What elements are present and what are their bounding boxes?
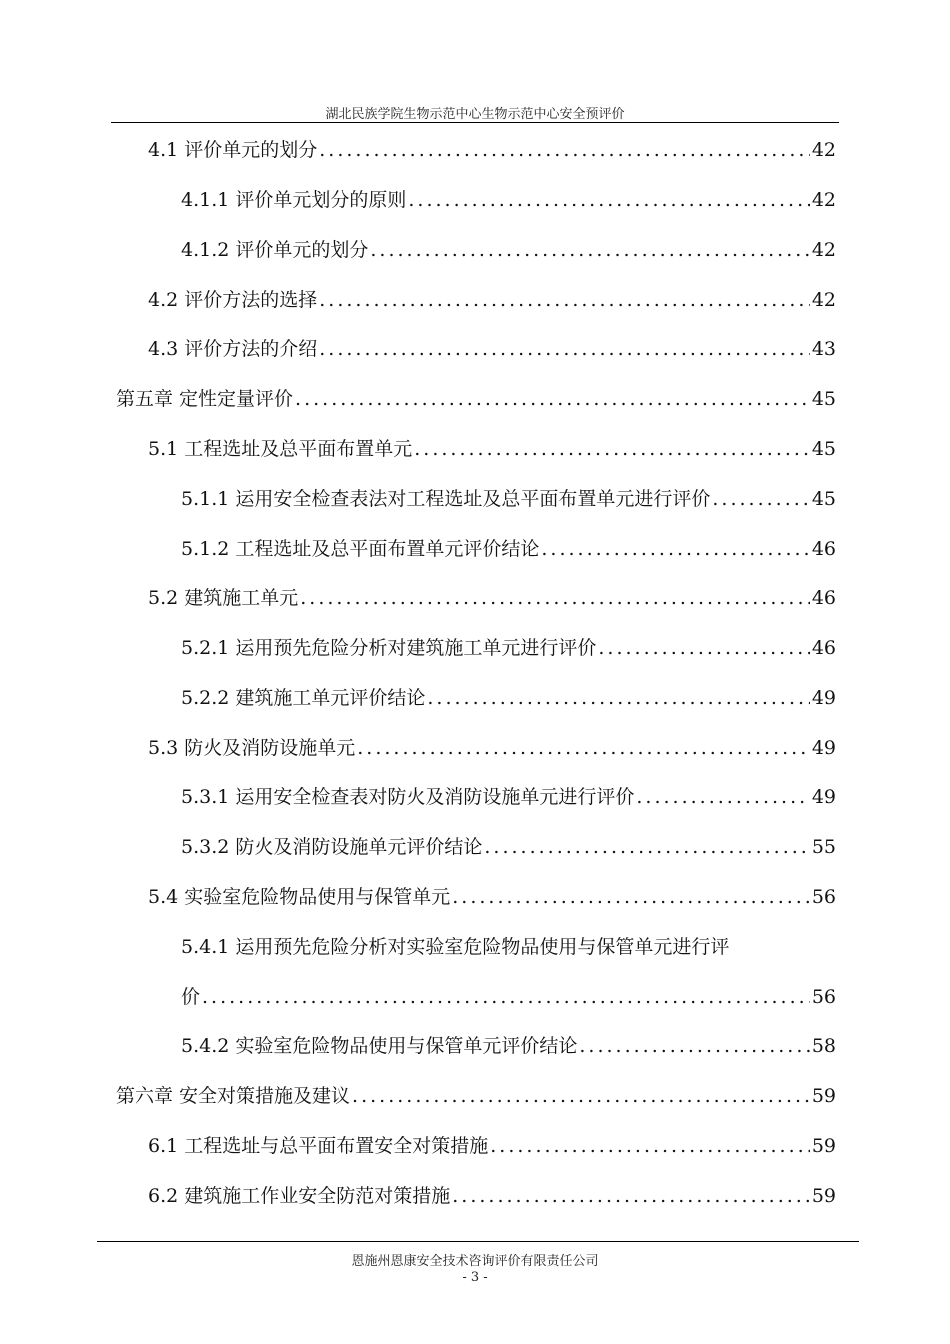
toc-leader (712, 487, 809, 511)
toc-entry[interactable] (148, 1172, 836, 1208)
toc-entry-page: 49 (811, 737, 836, 759)
toc-entry-title: 4.3 评价方法的介绍 (148, 338, 318, 360)
toc-entry[interactable] (148, 425, 836, 461)
toc-entry-page: 42 (811, 289, 836, 311)
toc-entry-title: 5.2.1 运用预先危险分析对建筑施工单元进行评价 (181, 637, 597, 659)
toc-leader (484, 835, 809, 859)
toc-entry-title: 5.1.2 工程选址及总平面布置单元评价结论 (181, 538, 540, 560)
toc-entry-page: 46 (811, 587, 836, 609)
toc-entry[interactable] (181, 525, 836, 561)
toc-entry-title: 5.4.2 实验室危险物品使用与保管单元评价结论 (181, 1035, 578, 1057)
toc-entry[interactable] (116, 1072, 836, 1108)
toc-entry-title: 5.3.2 防火及消防设施单元评价结论 (181, 836, 483, 858)
toc-entry[interactable] (148, 325, 836, 361)
toc-entry[interactable] (181, 624, 836, 660)
toc-entry-page: 59 (811, 1135, 836, 1157)
toc-leader (370, 238, 809, 262)
toc-entry[interactable] (181, 823, 836, 859)
toc-entry-page: 46 (811, 637, 836, 659)
toc-entry-page: 59 (811, 1185, 836, 1207)
toc-leader (579, 1034, 809, 1058)
toc-entry-page: 42 (811, 189, 836, 211)
toc-entry[interactable] (181, 674, 836, 710)
toc-leader (295, 387, 810, 411)
footer-divider (97, 1241, 859, 1242)
toc-entry-title: 4.1.1 评价单元划分的原则 (181, 189, 407, 211)
toc-entry-page: 58 (811, 1035, 836, 1057)
toc-entry-title: 6.1 工程选址与总平面布置安全对策措施 (148, 1135, 489, 1157)
footer-company: 恩施州恩康安全技术咨询评价有限责任公司 (351, 1254, 599, 1269)
toc-entry[interactable] (148, 126, 836, 162)
toc-leader (319, 138, 810, 162)
toc-entry-page: 45 (811, 388, 836, 410)
toc-entry[interactable] (148, 873, 836, 909)
toc-entry-page: 49 (811, 687, 836, 709)
toc-leader (319, 288, 810, 312)
toc-entry-title: 价 (181, 986, 201, 1008)
toc-entry-page: 49 (811, 786, 836, 808)
toc-entry-title: 5.4 实验室危险物品使用与保管单元 (148, 886, 451, 908)
toc-entry-title: 5.2 建筑施工单元 (148, 587, 299, 609)
header-divider (111, 122, 839, 123)
toc-entry-title: 6.2 建筑施工作业安全防范对策措施 (148, 1185, 451, 1207)
toc-entry[interactable] (181, 1022, 836, 1058)
toc-entry-title: 4.2 评价方法的选择 (148, 289, 318, 311)
toc-leader (414, 437, 810, 461)
toc-entry-page: 59 (811, 1085, 836, 1107)
toc-entry[interactable] (181, 475, 836, 511)
toc-entry-page: 56 (811, 986, 836, 1008)
toc-entry-title: 5.1.1 运用安全检查表法对工程选址及总平面布置单元进行评价 (181, 488, 711, 510)
toc-entry-title: 5.2.2 建筑施工单元评价结论 (181, 687, 426, 709)
toc-entry[interactable] (148, 724, 836, 760)
toc-entry[interactable] (181, 973, 836, 1009)
toc-entry-title: 5.1 工程选址及总平面布置单元 (148, 438, 413, 460)
toc-entry[interactable] (148, 276, 836, 312)
toc-entry-title: 第六章 安全对策措施及建议 (116, 1085, 351, 1107)
toc-leader (636, 785, 809, 809)
toc-entry-title: 5.3.1 运用安全检查表对防火及消防设施单元进行评价 (181, 786, 635, 808)
toc-entry[interactable] (181, 176, 836, 212)
toc-entry-page: 42 (811, 139, 836, 161)
toc-entry[interactable] (181, 773, 836, 809)
toc-entry[interactable] (148, 574, 836, 610)
toc-leader (408, 188, 809, 212)
toc-entry[interactable] (148, 1122, 836, 1158)
toc-entry-page: 55 (811, 836, 836, 858)
toc-entry-page: 43 (811, 338, 836, 360)
page-number: - 3 - (462, 1270, 488, 1285)
toc-entry-title: 4.1.2 评价单元的划分 (181, 239, 369, 261)
toc-entry-page: 42 (811, 239, 836, 261)
toc-entry-page: 45 (811, 488, 836, 510)
toc-leader (427, 686, 809, 710)
toc-leader (319, 337, 810, 361)
toc-entry-title: 5.3 防火及消防设施单元 (148, 737, 356, 759)
toc-leader (202, 985, 810, 1009)
toc-leader (352, 1084, 810, 1108)
toc-entry-title: 第五章 定性定量评价 (116, 388, 294, 410)
toc-leader (541, 537, 809, 561)
toc-entry-page: 46 (811, 538, 836, 560)
toc-entry[interactable] (181, 226, 836, 262)
toc-entry-page: 45 (811, 438, 836, 460)
toc-leader (452, 1184, 810, 1208)
toc-leader (452, 885, 810, 909)
toc-leader (300, 586, 810, 610)
toc-leader (357, 736, 810, 760)
toc-entry-title: 4.1 评价单元的划分 (148, 139, 318, 161)
toc-entry-page: 56 (811, 886, 836, 908)
toc-entry[interactable] (116, 375, 836, 411)
toc-leader (490, 1134, 810, 1158)
running-header: 湖北民族学院生物示范中心生物示范中心安全预评价 (325, 107, 625, 122)
toc-leader (598, 636, 809, 660)
toc-entry-wrapped-line[interactable]: 5.4.1 运用预先危险分析对实验室危险物品使用与保管单元进行评 (181, 936, 730, 958)
